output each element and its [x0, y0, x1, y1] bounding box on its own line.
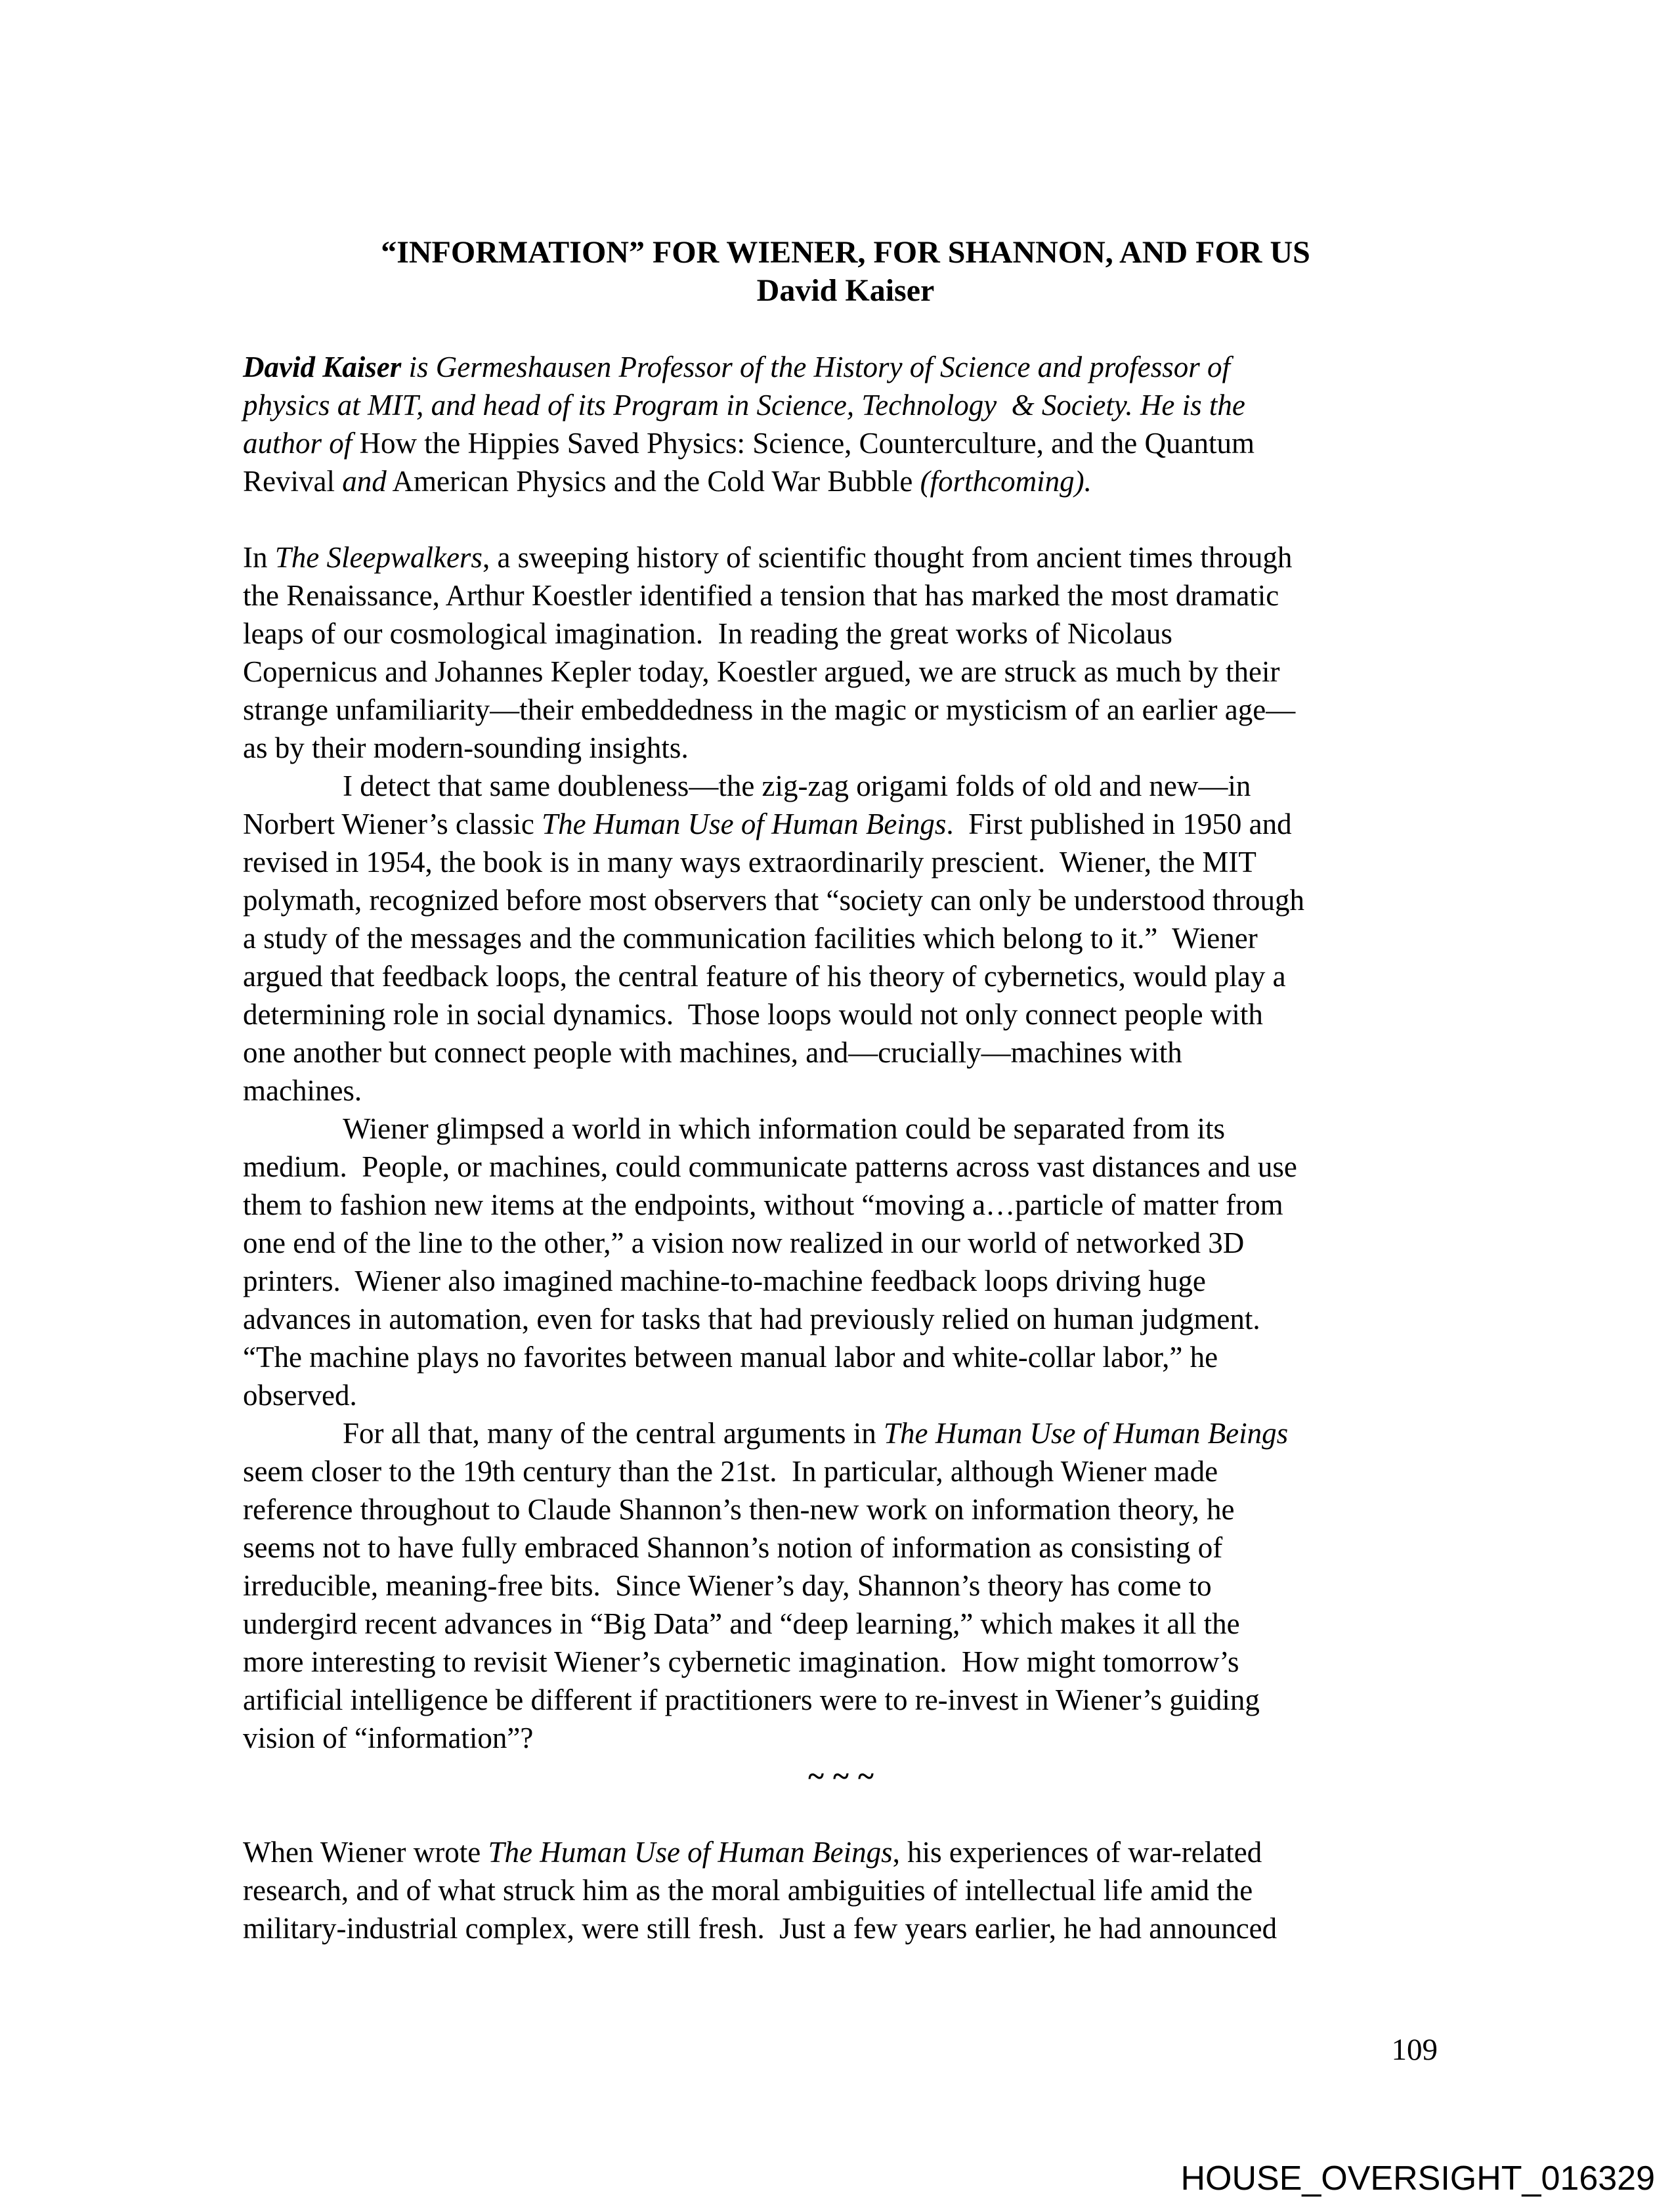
body-paragraph-1 [243, 538, 1448, 767]
text-line: I detect that same doubleness—the zig-zag origami folds of old and new—in [343, 770, 1251, 802]
document-byline: David Kaiser [756, 273, 935, 308]
blank-line [243, 310, 1448, 348]
text-column [243, 234, 1448, 1947]
text-line: medium. People, or machines, could communicate patterns across vast distances and use [243, 1150, 1297, 1183]
text-line: polymath, recognized before most observers that “society can only be understood through [243, 884, 1305, 917]
closing-paragraph [243, 1833, 1448, 1947]
text-line: determining role in social dynamics. Those loops would not only connect people with [243, 998, 1263, 1031]
text-line: Wiener glimpsed a world in which information could be separated from its [343, 1112, 1226, 1145]
text-line: as by their modern-sounding insights. [243, 731, 689, 764]
body-paragraph-4 [243, 1414, 1448, 1757]
text-line: the Renaissance, Arthur Koestler identified a tension that has marked the most dramatic [243, 579, 1279, 612]
text-line: leaps of our cosmological imagination. In reading the great works of Nicolaus [243, 617, 1172, 650]
text-line: one another but connect people with machines, and—crucially—machines with [243, 1036, 1182, 1069]
page-number: 109 [1391, 2033, 1438, 2067]
text-line: undergird recent advances in “Big Data” and “deep learning,” which makes it all the [243, 1607, 1240, 1640]
text-line: In The Sleepwalkers, a sweeping history of scientific thought from ancient times through [243, 541, 1293, 574]
text-line: a study of the messages and the communication facilities which belong to it.” Wiener [243, 922, 1258, 955]
body-paragraph-3 [243, 1110, 1448, 1414]
text-line: Copernicus and Johannes Kepler today, Koestler argued, we are struck as much by their [243, 655, 1280, 688]
text-line: author of How the Hippies Saved Physics: Science, Counterculture, and the Quantum [243, 427, 1255, 460]
text-line: irreducible, meaning-free bits. Since Wiener’s day, Shannon’s theory has come to [243, 1569, 1212, 1602]
text-line: advances in automation, even for tasks that had previously relied on human judgment. [243, 1303, 1260, 1335]
blank-line [243, 1795, 1448, 1833]
text-line: machines. [243, 1074, 362, 1107]
text-line: revised in 1954, the book is in many ways extraordinarily prescient. Wiener, the MIT [243, 846, 1256, 878]
text-line: artificial intelligence be different if practitioners were to re-invest in Wiener’s guiding [243, 1683, 1260, 1716]
text-line: argued that feedback loops, the central feature of his theory of cybernetics, would play a [243, 960, 1286, 993]
text-line: vision of “information”? [243, 1722, 534, 1754]
text-line: David Kaiser is Germeshausen Professor of the History of Science and professor of [243, 351, 1231, 383]
blank-line [243, 500, 1448, 538]
text-line: reference throughout to Claude Shannon’s then-new work on information theory, he [243, 1493, 1235, 1526]
text-line: Revival and American Physics and the Cold War Bubble (forthcoming). [243, 465, 1092, 498]
text-line: more interesting to revisit Wiener’s cybernetic imagination. How might tomorrow’s [243, 1645, 1239, 1678]
document-title: “INFORMATION” FOR WIENER, FOR SHANNON, AND FOR US [381, 235, 1310, 270]
author-bio-paragraph [243, 348, 1448, 500]
text-line: Norbert Wiener’s classic The Human Use of Human Beings. First published in 1950 and [243, 808, 1292, 840]
text-line: physics at MIT, and head of its Program in Science, Technology & Society. He is the [243, 389, 1245, 422]
bates-stamp: HOUSE_OVERSIGHT_016329 [1180, 2159, 1655, 2198]
text-line: observed. [243, 1379, 357, 1412]
body-paragraph-2 [243, 767, 1448, 1110]
text-line: “The machine plays no favorites between manual labor and white-collar labor,” he [243, 1341, 1218, 1374]
text-line: When Wiener wrote The Human Use of Human Beings, his experiences of war-related [243, 1836, 1262, 1869]
text-line: research, and of what struck him as the moral ambiguities of intellectual life amid the [243, 1874, 1253, 1907]
text-line: printers. Wiener also imagined machine-to-machine feedback loops driving huge [243, 1265, 1206, 1297]
text-line: For all that, many of the central arguments in The Human Use of Human Beings [343, 1417, 1289, 1450]
text-line: one end of the line to the other,” a vision now realized in our world of networked 3D [243, 1226, 1245, 1259]
text-line: military-industrial complex, were still fresh. Just a few years earlier, he had announced [243, 1912, 1277, 1945]
text-line: strange unfamiliarity—their embeddedness in the magic or mysticism of an earlier age— [243, 693, 1296, 726]
section-break-tildes: ~~~ [808, 1759, 883, 1792]
text-line: seems not to have fully embraced Shannon’s notion of information as consisting of [243, 1531, 1223, 1564]
text-line: them to fashion new items at the endpoints, without “moving a…particle of matter from [243, 1188, 1283, 1221]
text-line: seem closer to the 19th century than the 21st. In particular, although Wiener made [243, 1455, 1218, 1488]
